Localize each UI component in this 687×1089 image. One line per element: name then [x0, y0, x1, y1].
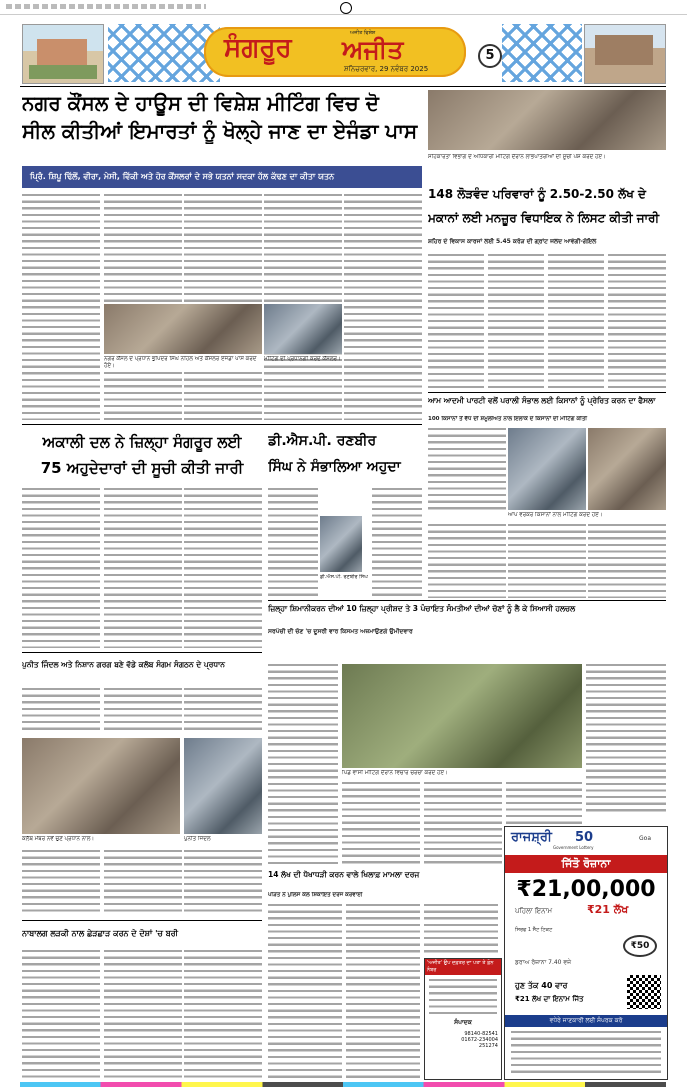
jindal-photo-1 — [22, 738, 180, 834]
zila-photo-caption: ਪਿੰਡ ਵਾਸੀ ਮੀਟਿੰਗ ਦੌਰਾਨ ਵਿਚਾਰ ਚਰਚਾ ਕਰਦੇ ਹੋਏ। — [342, 770, 448, 776]
akali-headline-2: 75 ਅਹੁਦੇਦਾਰਾਂ ਦੀ ਸੂਚੀ ਕੀਤੀ ਜਾਰੀ — [40, 459, 244, 477]
ad-goa: Goa — [639, 835, 651, 842]
registration-mark-icon — [340, 2, 352, 14]
zila-col3 — [424, 782, 502, 864]
ad-footer-bar: ਵਧੇਰੇ ਜਾਣਕਾਰੀ ਲਈ ਸੰਪਰਕ ਕਰੋ — [505, 1015, 667, 1027]
kisan-col2 — [346, 904, 420, 1078]
akali-col3 — [184, 488, 262, 648]
dsp-headline-2: ਸਿੰਘ ਨੇ ਸੰਭਾਲਿਆ ਅਹੁਦਾ — [268, 459, 401, 475]
ad-ticket-price: ₹50 — [623, 935, 657, 957]
zila-col-right — [586, 664, 666, 814]
rule-right-top — [428, 392, 666, 393]
top-story-col2b — [104, 372, 182, 420]
right-top-headline-2: ਮਕਾਨਾਂ ਲਈ ਮਨਜ਼ੂਰ ਵਿਧਾਇਕ ਨੇ ਲਿਸਟ ਕੀਤੀ ਜਾਰੀ — [428, 211, 660, 225]
header-left-photo — [22, 24, 104, 84]
aap-subheadline: 100 ਕਿਸਾਨਾਂ ਤੋਂ ਵੱਧ ਦੀ ਸ਼ਮੂਲੀਅਤ ਨਾਲ ਇਲਾਕੇ ਦੇ ਕਿਸਾਨਾਂ ਦੀ ਮੀਟਿੰਗ ਕੀਤੀ — [428, 416, 588, 422]
top-story-photo-2 — [264, 304, 342, 354]
zila-col2 — [342, 782, 420, 864]
jindal-headline: ਪੁਨੀਤ ਜਿੰਦਲ ਅਤੇ ਨਿਸ਼ਾਨ ਗਰਗ ਬਣੇ ਵੱਡੇ ਕਲੱਬ ਸੰਗਮ ਸੰਗਠਨ ਦੇ ਪ੍ਰਧਾਨ — [22, 660, 225, 669]
contact-phone-2: 01672-234004 — [461, 1037, 498, 1043]
contact-phone-1: 98140-82541 — [464, 1031, 498, 1037]
aap-photo-caption: ਆਪ ਵਰਕਰ ਕਿਸਾਨਾਂ ਨਾਲ ਮੀਟਿੰਗ ਕਰਦੇ ਹੋਏ। — [508, 512, 603, 518]
ad-brand-number: 50 — [575, 830, 594, 845]
rule-akali — [22, 652, 262, 653]
ad-prize: ₹21,00,000 — [516, 877, 656, 902]
registration-bar — [0, 0, 687, 15]
jindal-col1b — [22, 850, 100, 916]
top-story-col1 — [22, 194, 100, 420]
contact-title: 'ਅਜੀਤ' ਉਪ ਦਫ਼ਤਰ ਦਾ ਪਤਾ ਤੇ ਫ਼ੋਨ ਨੰਬਰ — [425, 959, 501, 975]
nabalig-headline: ਨਾਬਾਲਗ ਲੜਕੀ ਨਾਲ ਛੇੜਛਾੜ ਕਰਨ ਦੇ ਦੋਸ਼ਾਂ 'ਚ ਬਰੀ — [22, 929, 179, 938]
right-top-caption: ਸਹਿਕਾਰਤਾ ਵਿਭਾਗ ਦੇ ਅਧਿਕਾਰੀ ਮੀਟਿੰਗ ਦੌਰਾਨ ਲਾਭਪਾਤਰੀਆਂ ਦੀ ਸੂਚੀ ਪੇਸ਼ ਕਰਦੇ ਹੋਏ। — [428, 154, 606, 160]
jindal-col3 — [184, 688, 262, 734]
masthead-paper: ਅਜੀਤ — [342, 35, 404, 64]
kisan-col3 — [424, 904, 498, 954]
right-top-photo — [428, 90, 666, 150]
ad-draw-time: ਡਰਾਅ ਰੋਜ਼ਾਨਾ 7.40 ਵਜੇ — [515, 959, 572, 966]
jindal-col1 — [22, 688, 100, 734]
color-registration-strip — [20, 1082, 666, 1087]
header-right-photo — [584, 24, 666, 84]
zila-photo — [342, 664, 582, 768]
header-rule — [20, 86, 666, 87]
top-photo-caption-left: ਨਗਰ ਕੌਂਸਲ ਦੇ ਪ੍ਰਧਾਨ ਭੁਪਿੰਦਰ ਸਿੰਘ ਨਹਿਲ ਅਤੇ ਕੌਂਸਲਰ ਏਜੰਡਾ ਪਾਸ ਕਰਦੇ ਹੋਏ। — [104, 356, 257, 369]
date-line: ਸ਼ਨਿਚਰਵਾਰ, 29 ਨਵੰਬਰ 2025 — [344, 65, 429, 73]
right-top-subheadline: ਸ਼ਹਿਰ ਦੇ ਵਿਕਾਸ ਕਾਰਜਾਂ ਲਈ 5.45 ਕਰੋੜ ਦੀ ਗ੍ਰਾਂਟ ਜਲਦ ਆਵੇਗੀ-ਗੋਇਲ — [428, 238, 597, 245]
top-story-col2 — [104, 194, 182, 302]
akali-headline-1: ਅਕਾਲੀ ਦਲ ਨੇ ਜ਼ਿਲ੍ਹਾ ਸੰਗਰੂਰ ਲਈ — [42, 433, 242, 451]
top-photo-caption-right: ਮੀਟਿੰਗ ਦੀ ਪ੍ਰਧਾਨਗੀ ਕਰਦੇ ਕੌਂਸਲਰ। — [264, 356, 341, 362]
jindal-col3b — [184, 850, 262, 916]
kisan-headline: 14 ਲੱਖ ਦੀ ਧੋਖਾਧੜੀ ਕਰਨ ਵਾਲੇ ਖਿਲਾਫ਼ ਮਾਮਲਾ ਦਰਜ — [268, 870, 420, 879]
ad-brand: ਰਾਜਸ਼੍ਰੀ — [511, 830, 552, 845]
contact-phone-3: 251274 — [478, 1043, 498, 1049]
right-top-col4 — [608, 254, 666, 390]
aap-photo-1 — [508, 428, 586, 510]
zila-subheadline: ਸਰਪੰਚੀ ਦੀ ਚੋਣ 'ਚ ਦੂਸਰੀ ਵਾਰ ਕਿਸਮਤ ਅਜ਼ਮਾਉਣਗੇ ਉਮੀਦਵਾਰ — [268, 628, 413, 635]
rule-aap — [268, 600, 666, 601]
ad-header — [505, 827, 667, 853]
akali-col1 — [22, 488, 100, 648]
top-headline-2: ਸੀਲ ਕੀਤੀਆਂ ਇਮਾਰਤਾਂ ਨੂੰ ਖੋਲ੍ਹੇ ਜਾਣ ਦਾ ਏਜੰਡਾ ਪਾਸ — [22, 119, 418, 143]
ad-tagline: ਜਿੱਤੋ ਰੋਜ਼ਾਨਾ — [505, 855, 667, 873]
page-number: 5 — [478, 44, 502, 68]
ad-prize-lakh: ₹21 ਲੱਖ — [587, 903, 629, 916]
dsp-col2 — [372, 488, 422, 596]
jindal-photo-2 — [184, 738, 262, 834]
ad-brand-sub: Government Lottery — [553, 845, 594, 850]
contact-box — [424, 958, 502, 1080]
masthead-small: ਅਜੀਤ ਵਿਸ਼ੇਸ਼ — [350, 30, 376, 36]
masthead-city: ਸੰਗਰੂਰ — [224, 33, 292, 63]
print-info — [6, 4, 206, 9]
top-story-photo-1 — [104, 304, 262, 354]
dsp-headline-1: ਡੀ.ਐਸ.ਪੀ. ਰਣਬੀਰ — [268, 433, 377, 449]
nabalig-col1 — [22, 950, 100, 1078]
jindal-caption-1: ਕਲੱਬ ਮੈਂਬਰ ਨਵੇਂ ਚੁਣੇ ਪ੍ਰਧਾਨ ਨਾਲ। — [22, 836, 95, 842]
top-subheadline: ਪ੍ਰਿੰ. ਸ਼ਿਪੂ ਢਿੱਲੋਂ, ਵੀਰਾ, ਮੇਸੀ, ਵਿੱਕੀ ਅਤੇ ਹੋਰ ਕੌਂਸਲਰਾਂ ਦੇ ਸਭੇ ਯਤਨਾਂ ਸਦਕਾ ਹੱਲ ਕੱਢਣ ਦਾ ਕੀਤਾ ਯਤਨ — [22, 166, 422, 188]
kisan-col1 — [268, 904, 342, 1078]
rule-jindal — [22, 920, 262, 921]
ad-prize-label: ਪਹਿਲਾ ਇਨਾਮ — [515, 907, 553, 915]
lottery-ad — [504, 826, 668, 1080]
top-headline-1: ਨਗਰ ਕੌਂਸਲ ਦੇ ਹਾਊਸ ਦੀ ਵਿਸ਼ੇਸ਼ ਮੀਟਿੰਗ ਵਿਚ ਦੋ — [22, 91, 379, 115]
ad-fine-print — [511, 1031, 661, 1075]
jindal-col2 — [104, 688, 182, 734]
header-pattern-right — [502, 24, 582, 82]
contact-text — [429, 979, 497, 1015]
ad-ticket-label: ਸਿਰਫ 1 ਸੈੱਟ ਟਿਕਟ — [515, 927, 553, 933]
ad-weekly-prize: ₹21 ਲੱਖ ਦਾ ਇਨਾਮ ਜਿੱਤ — [515, 995, 584, 1003]
zila-col1 — [268, 664, 338, 864]
right-top-col1 — [428, 254, 484, 390]
nabalig-col3 — [184, 950, 262, 1078]
dsp-col1 — [268, 488, 318, 596]
top-story-col3b — [184, 372, 262, 420]
top-story-col5 — [344, 194, 422, 420]
dsp-photo-caption: ਡੀ.ਐਸ.ਪੀ. ਰਣਬੀਰ ਸਿੰਘ — [320, 574, 368, 580]
masthead — [204, 27, 466, 77]
dsp-photo — [320, 516, 362, 572]
aap-col1 — [428, 428, 506, 510]
aap-photo-2 — [588, 428, 666, 510]
aap-headline: ਆਮ ਆਦਮੀ ਪਾਰਟੀ ਵਲੋਂ ਪਰਾਲੀ ਸੰਭਾਲ ਲਈ ਕਿਸਾਨਾਂ ਨੂੰ ਪ੍ਰੇਰਿਤ ਕਰਨ ਦਾ ਫੈਸਲਾ — [428, 396, 656, 405]
akali-col2 — [104, 488, 182, 648]
right-top-col2 — [488, 254, 544, 390]
kisan-subheadline: ਪੀੜਤ ਨੇ ਪੁਲਿਸ ਕੋਲ ਸ਼ਿਕਾਇਤ ਦਰਜ ਕਰਵਾਈ — [268, 892, 363, 898]
top-story-col3 — [184, 194, 262, 302]
jindal-caption-2: ਪੁਨੀਤ ਜਿੰਦਲ — [184, 836, 211, 842]
aap-col3b — [588, 524, 666, 598]
zila-headline: ਜ਼ਿਲ੍ਹਾ ਸ਼ਿਮਾਨੀਕਰਨ ਦੀਆਂ 10 ਜ਼ਿਲ੍ਹਾ ਪ੍ਰੀਸ਼ਦ ਤੇ 3 ਪੰਚਾਇਤ ਸੰਮਤੀਆਂ ਦੀਆਂ ਚੋਣਾਂ ਨੂੰ ਲੈ ਕੇ ਸਿਆਸੀ ਹਲਚਲ — [268, 604, 576, 613]
right-top-headline-1: 148 ਲੋੜਵੰਦ ਪਰਿਵਾਰਾਂ ਨੂੰ 2.50-2.50 ਲੱਖ ਦੇ — [428, 187, 647, 201]
contact-editor: ਸੰਪਾਦਕ — [454, 1019, 472, 1026]
ad-weekly: ਹੁਣ ਤੱਕ 40 ਵਾਰ — [515, 981, 568, 990]
aap-col2b — [508, 524, 586, 598]
aap-col1b — [428, 524, 506, 598]
rule-top-story — [22, 424, 422, 425]
nabalig-col2 — [104, 950, 182, 1078]
qr-code-icon — [627, 975, 661, 1009]
right-top-col3 — [548, 254, 604, 390]
jindal-col2b — [104, 850, 182, 916]
